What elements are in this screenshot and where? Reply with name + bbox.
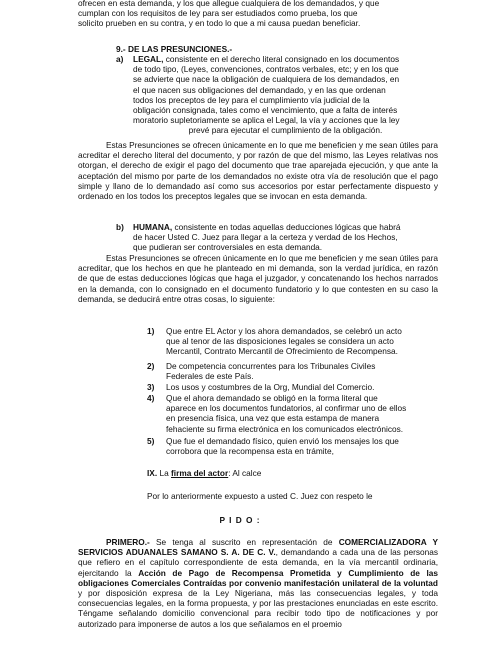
humana-line: consistente en todas aquellas deducciones lógicas que habrá <box>174 222 401 232</box>
pido-heading: P I D O : <box>219 515 261 525</box>
closing-line: Por lo anteriormente expuesto a usted C. Juez con respeto le <box>147 491 373 501</box>
legal-line: moratorio supletoriamente se aplica el Legal, la vía y acciones que la ley <box>133 115 400 126</box>
intro-line: cumplan con los requisitos de ley para ser estudiados como prueba, los que <box>78 8 358 19</box>
primero-label: PRIMERO.- <box>106 537 150 547</box>
legal-line: prevé para ejecutar el cumplimiento de la obligación. <box>188 125 383 136</box>
legal-item <box>133 54 438 136</box>
legal-line: el que nacen sus obligaciones del demandado, y en las que ordenan <box>133 84 386 95</box>
firma-number: IX. <box>147 468 158 478</box>
conclusion-item: Los usos y costumbres de la Org, Mundial del Comercio. <box>166 382 375 392</box>
conclusion-number: 5) <box>147 436 155 446</box>
intro-line: ofrecen en esta demanda, y los que allegue cualquiera de los demandados, y que <box>78 0 380 8</box>
conclusion-number: 3) <box>147 382 155 392</box>
legal-line: todos los preceptos de ley para el cumplimiento vía judicial de la <box>133 94 370 105</box>
humana-item <box>133 222 438 253</box>
legal-line: de todo tipo, (Leyes, convenciones, contratos verbales, etc; y en los que <box>133 64 399 75</box>
conclusion-item: Que entre EL Actor y los ahora demandados, se celebró un acto que al tenor de las disposiciones legales se considera un acto Mercantil, Contrato Mercantil de Ofrecimiento de Recompensa. <box>166 326 402 357</box>
legal-line: obligación consignada, tales como el vencimiento, que a falta de interés <box>133 105 398 116</box>
legal-title: LEGAL, <box>133 54 164 64</box>
humana-marker: b) <box>116 222 124 232</box>
conclusion-number: 4) <box>147 393 155 403</box>
intro-paragraph <box>78 0 438 29</box>
legal-paragraph: Estas Presunciones se ofrecen únicamente en lo que me beneficien y me sean útiles para acreditar el derecho literal del documento, y por razón de que del mismo, las Leyes relativas nos otorgan, el derecho de exigir el pago del documento que trae aparejada ejecución, y que ante la aceptación del mismo por parte de los demandados no existe otra vía de resolución que el pago simple y llano de lo demandado así como sus accesorios por estar perfectamente dispuesto y ordenado en los todos los preceptos legales que se invocan en esta demanda. <box>78 140 438 202</box>
legal-line: consistente en el derecho literal consignado en los documentos <box>165 54 400 64</box>
legal-line: se advierte que nace la obligación de cualquiera de los demandados, en <box>133 74 400 85</box>
primero-paragraph: PRIMERO.- Se tenga al suscrito en representación de COMERCIALIZADORA Y SERVICIOS ADUANALES SAMANO S. A. DE C. V., demandando a cada una de las personas que refiero en el capítulo correspondiente de esta demanda, en la vía mercantil ordinaria, ejercitando la Acción de Pago de Recompensa Prometida y Cumplimiento de las obligaciones Comerciales Contraídas por convenio manifestación unilateral de la voluntad y por disposición expresa de la Ley Nigeriana, más las consecuencias legales, y toda consecuencias legales, en la forma propuesta, y por las prestaciones enunciadas en este escrito. Téngame señalando domicilio convencional para recibir todo tipo de notificaciones y por autorizado para imponerse de autos a los que señalamos en el proemio <box>78 537 438 629</box>
conclusion-number: 1) <box>147 326 155 336</box>
firma-label: firma del actor <box>171 468 229 478</box>
firma-line: IX. La firma del actor: Al calce <box>147 468 262 478</box>
humana-line: de hacer Usted C. Juez para llegar a la certeza y verdad de los Hechos, <box>133 232 398 243</box>
humana-paragraph: Estas Presunciones se ofrecen únicamente en lo que me beneficien y me sean útiles para acreditar, que los hechos en que he planteado en mi demanda, son la verdad jurídica, en razón de que de estas deducciones lógicas que haga el juzgador, y concatenando los hechos narrados en la demanda, con lo consignado en el documento fundatorio y lo que contesten en su caso la demanda, se deducirá entre otras cosas, lo siguiente: <box>78 253 438 304</box>
humana-line: que pudieran ser controversiales en esta demanda. <box>133 242 323 253</box>
humana-title: HUMANA, <box>133 222 173 232</box>
company-name: COMERCIALIZADORA Y SERVICIOS ADUANALES SAMANO S. A. DE C. V. <box>78 537 438 558</box>
accion-title: Acción de Pago de Recompensa Prometida y Cumplimiento de las obligaciones Comerciales Contraídas por convenio manifestación unilateral de la voluntad <box>78 567 438 588</box>
conclusion-number: 2) <box>147 361 155 371</box>
conclusion-item: Que el ahora demandado se obligó en la forma literal que aparece en los documentos fundatorios, al confirmar uno de ellos en presencia física, una vez que esta estampa de manera fehaciente su firma electrónica en los comunicados electrónicos. <box>166 393 407 434</box>
conclusion-item: De competencia concurrentes para los Tribunales Civiles Federales de este País. <box>166 361 376 382</box>
conclusion-item: Que fue el demandado físico, quien envió los mensajes los que corrobora que la recompensa esta en trámite, <box>166 436 399 457</box>
legal-marker: a) <box>116 54 124 64</box>
intro-line: solicito prueben en su contra, y en todo lo que a mi causa puedan beneficiar. <box>78 18 361 29</box>
section-heading: 9.- DE LAS PRESUNCIONES.- <box>116 44 233 54</box>
